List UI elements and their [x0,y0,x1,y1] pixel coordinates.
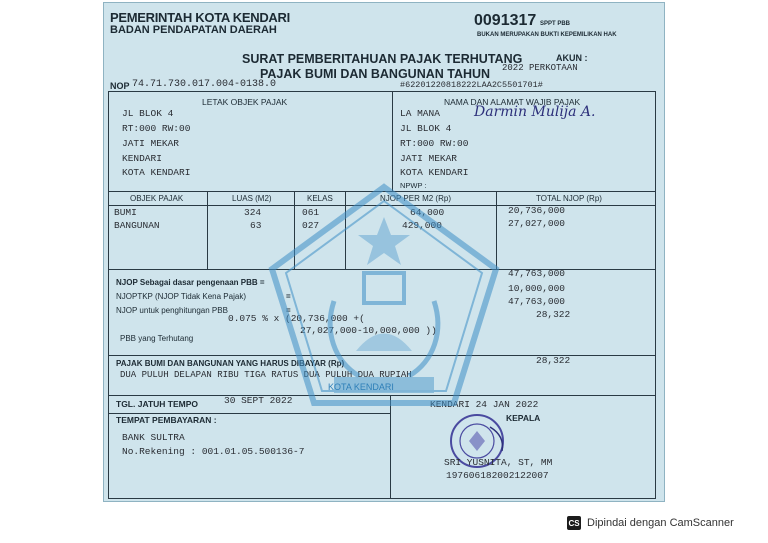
not-ownership-proof: BUKAN MERUPAKAN BUKTI KEPEMILIKAN HAK [477,32,617,38]
table-cell-luas: 324 [244,207,262,218]
city-emblem-watermark-icon [264,181,504,411]
year-type: 2022 PERKOTAAN [502,63,578,73]
sign-name: SRI YUSNITA, ST, MM [444,457,553,468]
col-header-objek: OBJEK PAJAK [130,194,184,203]
col-header-kelas: KELAS [307,194,333,203]
col-header-njop-m2: NJOP PER M2 (Rp) [380,194,451,203]
object-line: KENDARI [122,153,162,164]
table-cell-objek: BUMI [114,207,137,218]
taxpayer-line: JATI MEKAR [400,153,458,164]
taxpayer-label: NAMA DAN ALAMAT WAJIB PAJAK [444,97,581,107]
taxpayer-line: JL BLOK 4 [400,123,452,134]
watermark-city: KOTA KENDARI [328,382,394,392]
gov-name: PEMERINTAH KOTA KENDARI [110,10,290,25]
scanner-text: Dipindai dengan CamScanner [587,517,734,529]
agency-name: BADAN PENDAPATAN DAERAH [110,24,277,36]
formula-line-1: 0.075 % x (20,736,000 +( [228,313,365,324]
tax-document [103,2,665,502]
due-label: TGL. JATUH TEMPO [116,399,199,409]
table-cell-objek: BANGUNAN [114,220,160,231]
col-header-total-njop: TOTAL NJOP (Rp) [536,194,602,203]
object-location-label: LETAK OBJEK PAJAK [202,97,288,107]
table-cell-luas: 63 [250,220,262,231]
payment-place-label: TEMPAT PEMBAYARAN : [116,415,217,425]
payable-words: DUA PULUH DELAPAN RIBU TIGA RATUS DUA PULUH DUA RUPIAH [120,370,412,380]
njoptkp-value: 10,000,000 [508,283,566,294]
sign-nip: 197606182002122007 [446,470,549,481]
due-date: 30 SEPT 2022 [224,395,293,406]
table-cell-kelas: 027 [302,220,320,231]
sign-role: KEPALA [506,413,541,423]
njop-calc-eq: = [286,306,291,315]
pbb-value: 28,322 [536,309,571,320]
handwritten-name: Darmin Mulija A. [474,104,596,120]
taxpayer-line: LA MANA [400,108,440,119]
npwp-label: NPWP : [400,181,427,190]
table-cell-kelas: 061 [302,207,320,218]
table-cell-total: 20,736,000 [508,205,566,216]
akun-label: AKUN : [556,53,588,63]
njop-base-value: 47,763,000 [508,268,566,279]
object-line: JATI MEKAR [122,138,180,149]
sppt-code: SPPT PBB [540,21,571,27]
table-cell-njop-m2: 64,000 [410,207,445,218]
nop-number: 74.71.730.017.004-0138.0 [132,79,277,90]
ref-code: #62201220818222LAA2C5501701# [400,80,543,90]
nop-label: NOP [110,81,130,91]
taxpayer-line: RT:000 RW:00 [400,138,469,149]
object-line: KOTA KENDARI [122,167,191,178]
formula-line-2: 27,027,000-10,000,000 )) [300,325,437,336]
payable-amount: 28,322 [536,355,571,366]
table-cell-total: 27,027,000 [508,218,566,229]
doc-title-2: PAJAK BUMI DAN BANGUNAN TAHUN [260,67,491,81]
njop-calc-label: NJOP untuk penghitungan PBB [116,306,228,315]
njop-base-label: NJOP Sebagai dasar pengenaan PBB = [116,278,265,287]
bank-name: BANK SULTRA [122,432,185,443]
scanner-badge [567,513,734,533]
bank-account: No.Rekening : 001.01.05.500136-7 [122,446,305,457]
col-header-luas: LUAS (M2) [232,194,272,203]
njoptkp-eq: = [286,292,291,301]
doc-title-1: SURAT PEMBERITAHUAN PAJAK TERHUTANG [242,52,523,66]
camscanner-logo-icon: CS [567,516,581,530]
pbb-label: PBB yang Terhutang [120,334,194,343]
serial-number: 0091317 [474,12,537,29]
table-cell-njop-m2: 429,000 [402,220,442,231]
payable-label: PAJAK BUMI DAN BANGUNAN YANG HARUS DIBAYAR (Rp) [116,359,345,368]
njop-calc-value: 47,763,000 [508,296,566,307]
taxpayer-line: KOTA KENDARI [400,167,469,178]
object-line: JL BLOK 4 [122,108,174,119]
object-line: RT:000 RW:00 [122,123,191,134]
sign-place-date: KENDARI 24 JAN 2022 [430,399,539,410]
njoptkp-label: NJOPTKP (NJOP Tidak Kena Pajak) [116,292,246,301]
